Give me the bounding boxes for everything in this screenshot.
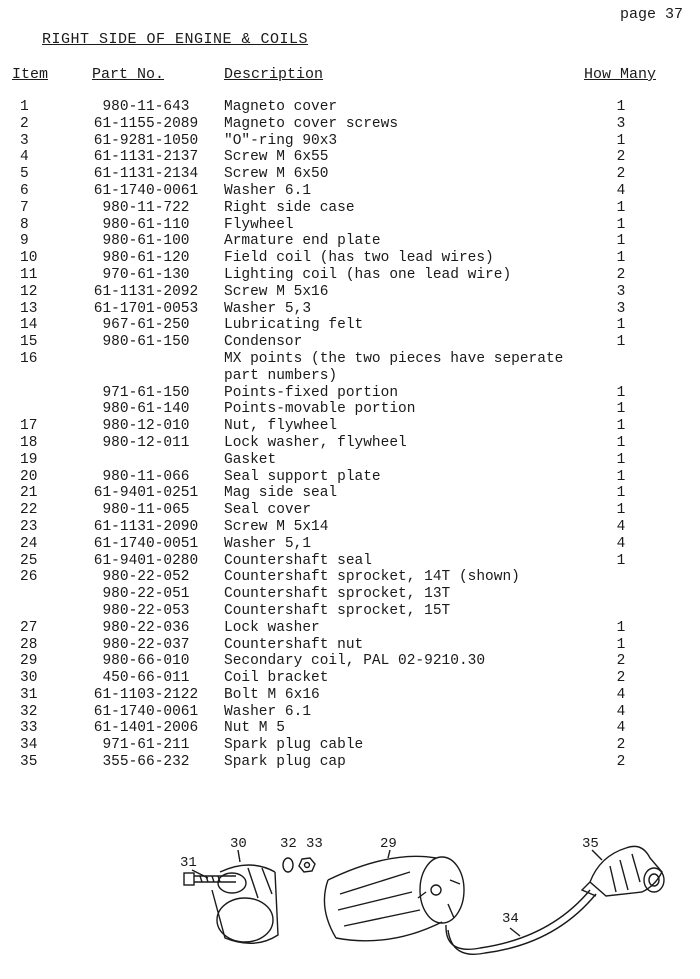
quantity: 4 — [616, 686, 626, 703]
item-number: 22 — [20, 502, 38, 519]
part-number: 980-11-643 — [102, 99, 190, 115]
table-row — [0, 469, 700, 486]
table-row — [0, 351, 700, 368]
quantity: 1 — [616, 502, 626, 519]
description: Lock washer, flywheel — [224, 434, 407, 451]
description: Countershaft sprocket, 15T — [224, 602, 451, 619]
header-item: Item — [12, 66, 49, 83]
table-row — [0, 183, 700, 200]
part-number: 980-66-010 — [102, 653, 190, 670]
spark-plug-cap-drawing — [582, 846, 664, 896]
description: Washer 6.1 — [224, 182, 312, 199]
quantity: 1 — [616, 199, 626, 216]
quantity: 4 — [616, 720, 626, 737]
table-row — [0, 536, 700, 553]
table-row — [0, 133, 700, 150]
quantity: 1 — [616, 216, 626, 233]
secondary-coil-drawing — [324, 850, 464, 941]
item-number: 1 — [20, 99, 29, 115]
item-number: 18 — [20, 434, 38, 451]
spark-plug-cable-drawing — [446, 890, 596, 954]
header-how-many: How Many — [584, 66, 657, 83]
part-number: 967-61-250 — [102, 317, 190, 334]
description: Washer 6.1 — [224, 703, 312, 720]
part-number: 980-61-120 — [102, 250, 190, 267]
callout-34: 34 — [502, 911, 519, 927]
nut-drawing — [299, 858, 315, 872]
callout-32: 32 — [280, 836, 297, 852]
part-number: 980-61-150 — [102, 334, 190, 351]
item-number: 27 — [20, 619, 38, 636]
page-title: RIGHT SIDE OF ENGINE & COILS — [42, 31, 309, 48]
table-row — [0, 720, 700, 737]
header-part-no: Part No. — [92, 66, 165, 83]
item-number: 31 — [20, 686, 38, 703]
table-row — [0, 452, 700, 469]
quantity: 2 — [616, 166, 626, 183]
callout-35: 35 — [582, 836, 599, 852]
item-number: 26 — [20, 569, 38, 586]
description: Seal cover — [224, 502, 312, 519]
description: part numbers) — [224, 367, 338, 384]
part-number: 980-22-051 — [102, 586, 190, 603]
description: Bolt M 6x16 — [224, 686, 320, 703]
table-row — [0, 284, 700, 301]
table-row — [0, 418, 700, 435]
quantity: 2 — [616, 737, 626, 754]
part-number: 61-1131-2092 — [93, 283, 199, 300]
description: Right side case — [224, 199, 355, 216]
table-row — [0, 99, 700, 116]
quantity: 1 — [616, 552, 626, 569]
quantity: 1 — [616, 451, 626, 468]
quantity: 2 — [616, 266, 626, 283]
table-row — [0, 553, 700, 570]
item-number: 16 — [20, 350, 38, 367]
part-number: 980-11-722 — [102, 199, 190, 216]
description: Spark plug cap — [224, 754, 346, 771]
quantity: 4 — [616, 518, 626, 535]
table-row — [0, 637, 700, 654]
table-row — [0, 301, 700, 318]
part-number: 61-9401-0280 — [93, 552, 199, 569]
item-number: 3 — [20, 132, 29, 149]
description: Screw M 6x55 — [224, 149, 329, 166]
part-number: 980-11-065 — [102, 502, 190, 519]
quantity: 1 — [616, 485, 626, 502]
part-number: 61-1131-2134 — [93, 166, 199, 183]
quantity: 1 — [616, 233, 626, 250]
table-row — [0, 586, 700, 603]
table-row — [0, 569, 700, 586]
washer-drawing — [283, 858, 293, 872]
description: Lighting coil (has one lead wire) — [224, 266, 512, 283]
part-number: 61-1155-2089 — [93, 115, 199, 132]
item-number: 23 — [20, 518, 38, 535]
table-row — [0, 485, 700, 502]
item-number: 10 — [20, 250, 38, 267]
part-number: 61-1701-0053 — [93, 300, 199, 317]
table-row — [0, 116, 700, 133]
part-number: 61-9401-0251 — [93, 485, 199, 502]
description: Points-fixed portion — [224, 384, 399, 401]
table-row — [0, 687, 700, 704]
quantity: 1 — [616, 317, 626, 334]
part-number: 970-61-130 — [102, 266, 190, 283]
part-number: 61-1740-0061 — [93, 703, 199, 720]
quantity: 1 — [616, 434, 626, 451]
item-number: 34 — [20, 737, 38, 754]
quantity: 1 — [616, 401, 626, 418]
description: Countershaft nut — [224, 636, 364, 653]
description: Screw M 5x14 — [224, 518, 329, 535]
item-number: 13 — [20, 300, 38, 317]
table-row — [0, 435, 700, 452]
description: Washer 5,3 — [224, 300, 312, 317]
parts-illustration — [150, 810, 680, 975]
description: Seal support plate — [224, 468, 381, 485]
quantity: 2 — [616, 754, 626, 771]
description: Magneto cover — [224, 99, 338, 115]
item-number: 6 — [20, 182, 29, 199]
description: Countershaft seal — [224, 552, 372, 569]
item-number: 28 — [20, 636, 38, 653]
table-row — [0, 704, 700, 721]
part-number: 971-61-211 — [102, 737, 190, 754]
item-number: 17 — [20, 418, 38, 435]
item-number: 8 — [20, 216, 29, 233]
part-number: 971-61-150 — [102, 384, 190, 401]
quantity: 3 — [616, 115, 626, 132]
item-number: 12 — [20, 283, 38, 300]
quantity: 4 — [616, 535, 626, 552]
description: Points-movable portion — [224, 401, 416, 418]
table-row — [0, 217, 700, 234]
table-row — [0, 754, 700, 771]
part-number: 980-12-010 — [102, 418, 190, 435]
quantity: 1 — [616, 99, 626, 115]
item-number: 5 — [20, 166, 29, 183]
item-number: 32 — [20, 703, 38, 720]
part-number: 61-1103-2122 — [93, 686, 199, 703]
description: Armature end plate — [224, 233, 381, 250]
item-number: 11 — [20, 266, 38, 283]
quantity: 1 — [616, 384, 626, 401]
item-number: 25 — [20, 552, 38, 569]
quantity: 1 — [616, 250, 626, 267]
item-number: 30 — [20, 670, 38, 687]
part-number: 61-1740-0051 — [93, 535, 199, 552]
description: Coil bracket — [224, 670, 329, 687]
table-row — [0, 200, 700, 217]
description: Nut M 5 — [224, 720, 285, 737]
table-row — [0, 250, 700, 267]
quantity: 4 — [616, 703, 626, 720]
description: Lock washer — [224, 619, 320, 636]
table-row — [0, 149, 700, 166]
table-row — [0, 368, 700, 385]
part-number: 980-12-011 — [102, 434, 190, 451]
quantity: 2 — [616, 149, 626, 166]
table-row — [0, 519, 700, 536]
callout-29: 29 — [380, 836, 397, 852]
callout-31: 31 — [180, 855, 197, 871]
item-number: 2 — [20, 115, 29, 132]
table-row — [0, 317, 700, 334]
coil-bracket-drawing — [212, 865, 278, 943]
item-number: 4 — [20, 149, 29, 166]
quantity: 1 — [616, 334, 626, 351]
description: Lubricating felt — [224, 317, 364, 334]
quantity: 1 — [616, 468, 626, 485]
item-number: 29 — [20, 653, 38, 670]
table-row — [0, 653, 700, 670]
part-number: 355-66-232 — [102, 754, 190, 771]
part-number: 61-1131-2090 — [93, 518, 199, 535]
table-row — [0, 233, 700, 250]
part-number: 980-22-053 — [102, 602, 190, 619]
item-number: 35 — [20, 754, 38, 771]
quantity: 1 — [616, 619, 626, 636]
table-row — [0, 166, 700, 183]
description: Gasket — [224, 451, 277, 468]
table-row — [0, 670, 700, 687]
part-number: 61-9281-1050 — [93, 132, 199, 149]
table-row — [0, 737, 700, 754]
page-number: page 37 — [620, 6, 684, 23]
quantity: 2 — [616, 653, 626, 670]
item-number: 19 — [20, 451, 38, 468]
item-number: 7 — [20, 199, 29, 216]
description: Flywheel — [224, 216, 294, 233]
table-row — [0, 267, 700, 284]
callout-30: 30 — [230, 836, 247, 852]
description: Screw M 5x16 — [224, 283, 329, 300]
quantity: 3 — [616, 283, 626, 300]
bolt-drawing — [184, 873, 236, 885]
part-number: 450-66-011 — [102, 670, 190, 687]
part-number: 61-1740-0061 — [93, 182, 199, 199]
description: "O"-ring 90x3 — [224, 132, 338, 149]
table-row — [0, 334, 700, 351]
parts-table — [0, 99, 700, 771]
part-number: 61-1401-2006 — [93, 720, 199, 737]
part-number: 980-22-036 — [102, 619, 190, 636]
description: Spark plug cable — [224, 737, 364, 754]
description: Nut, flywheel — [224, 418, 338, 435]
table-row — [0, 603, 700, 620]
header-description: Description — [224, 66, 324, 83]
quantity: 2 — [616, 670, 626, 687]
part-number: 980-22-052 — [102, 569, 190, 586]
part-number: 980-61-140 — [102, 401, 190, 418]
item-number: 21 — [20, 485, 38, 502]
part-number: 980-11-066 — [102, 468, 190, 485]
item-number: 9 — [20, 233, 29, 250]
item-number: 20 — [20, 468, 38, 485]
table-row — [0, 401, 700, 418]
table-row — [0, 620, 700, 637]
table-row — [0, 502, 700, 519]
description: Condensor — [224, 334, 303, 351]
item-number: 15 — [20, 334, 38, 351]
quantity: 3 — [616, 300, 626, 317]
description: Secondary coil, PAL 02-9210.30 — [224, 653, 486, 670]
part-number: 980-61-110 — [102, 216, 190, 233]
part-number: 980-22-037 — [102, 636, 190, 653]
description: Field coil (has two lead wires) — [224, 250, 494, 267]
item-number: 14 — [20, 317, 38, 334]
callout-33: 33 — [306, 836, 323, 852]
part-number: 61-1131-2137 — [93, 149, 199, 166]
description: Countershaft sprocket, 14T (shown) — [224, 569, 520, 586]
description: Washer 5,1 — [224, 535, 312, 552]
description: MX points (the two pieces have seperate — [224, 350, 564, 367]
description: Screw M 6x50 — [224, 166, 329, 183]
quantity: 1 — [616, 132, 626, 149]
quantity: 1 — [616, 636, 626, 653]
part-number: 980-61-100 — [102, 233, 190, 250]
item-number: 24 — [20, 535, 38, 552]
description: Mag side seal — [224, 485, 338, 502]
quantity: 1 — [616, 418, 626, 435]
item-number: 33 — [20, 720, 38, 737]
quantity: 4 — [616, 182, 626, 199]
description: Countershaft sprocket, 13T — [224, 586, 451, 603]
table-row — [0, 385, 700, 402]
description: Magneto cover screws — [224, 115, 399, 132]
